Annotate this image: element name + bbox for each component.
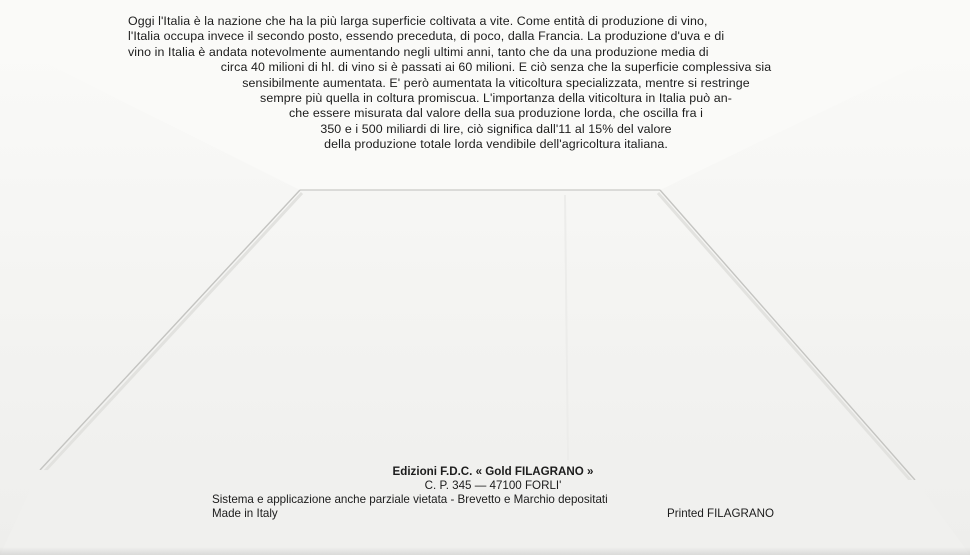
description-text <box>128 14 864 153</box>
text-line: vino in Italia è andata notevolmente aumentando negli ultimi anni, tanto che da una produzione media di <box>128 44 709 59</box>
made-in-label: Made in Italy <box>212 507 278 520</box>
text-line: sempre più quella in coltura promiscua. L'importanza della viticoltura in Italia può an- <box>260 91 732 106</box>
text-line: l'Italia occupa invece il secondo posto, essendo preceduta, di poco, dalla Francia. La produzione d'uva e di <box>128 29 725 44</box>
text-line: della produzione totale lorda vendibile dell'agricoltura italiana. <box>324 137 668 152</box>
text-line: 350 e i 500 miliardi di lire, ciò significa dall'11 al 15% del valore <box>320 121 672 136</box>
printed-label: Printed FILAGRANO <box>667 507 774 520</box>
publisher-name: Edizioni F.D.C. « Gold FILAGRANO » <box>392 465 594 478</box>
text-line: sensibilmente aumentata. E' però aumentata la viticoltura specializzata, mentre si restringe <box>242 75 750 90</box>
text-line: che essere misurata dal valore della sua produzione lorda, che oscilla fra i <box>289 106 703 121</box>
seam-line <box>565 195 568 460</box>
publisher-footer <box>212 465 774 521</box>
left-flap-edge <box>40 190 300 470</box>
text-line: Oggi l'Italia è la nazione che ha la più larga superficie coltivata a vite. Come entità di produzione di vino, <box>128 14 708 28</box>
right-flap-shadow <box>658 193 912 482</box>
publisher-address: C. P. 345 — 47100 FORLI' <box>424 479 562 492</box>
left-flap-shadow <box>44 193 302 472</box>
rights-notice: Sistema e applicazione anche parziale vietata - Brevetto e Marchio depositati <box>212 493 608 506</box>
text-line: circa 40 milioni di hl. di vino si è passati ai 60 milioni. E ciò senza che la superficie complessiva sia <box>220 60 772 75</box>
origin-row <box>212 507 774 521</box>
envelope-bottom-edge <box>0 547 970 555</box>
right-flap-edge <box>660 190 915 480</box>
